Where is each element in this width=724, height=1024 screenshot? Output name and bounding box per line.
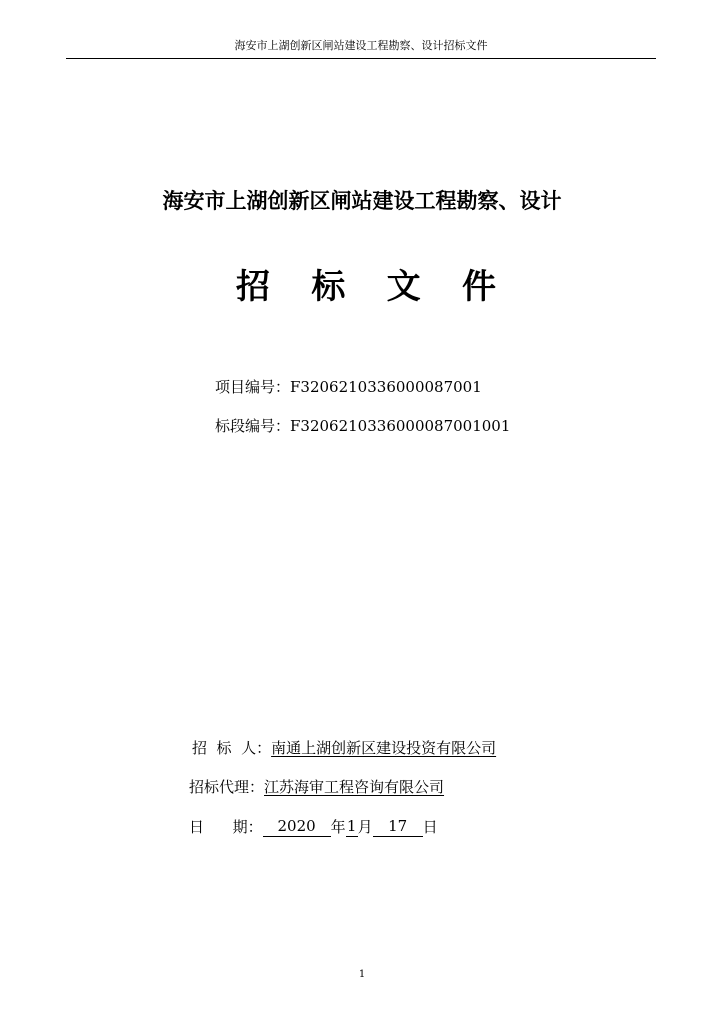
date-line <box>189 816 438 838</box>
section-number-value: F3206210336000087001001 <box>290 417 511 435</box>
project-number-line <box>215 376 482 398</box>
agent-line <box>189 776 444 798</box>
doc-type-char: 招 <box>236 267 270 307</box>
date-day-unit: 日 <box>422 818 438 836</box>
document-type-title <box>236 265 496 309</box>
running-header-text: 海安市上湖创新区闸站建设工程勘察、设计招标文件 <box>234 39 488 52</box>
project-number-label: 项目编号： <box>215 378 291 396</box>
tenderer-value: 南通上湖创新区建设投资有限公司 <box>271 739 497 757</box>
running-header <box>66 38 656 59</box>
doc-type-char: 文 <box>386 267 421 307</box>
tenderer-label: 招 标 人： <box>192 739 272 757</box>
date-label: 日 期： <box>189 818 263 836</box>
doc-type-char: 标 <box>311 267 346 307</box>
section-number-line <box>215 415 510 437</box>
section-number-label: 标段编号： <box>215 417 291 435</box>
tenderer-line <box>192 737 496 759</box>
date-day: 17 <box>373 816 423 837</box>
agent-value: 江苏海审工程咨询有限公司 <box>264 778 445 796</box>
date-month: 1 <box>346 817 357 835</box>
doc-type-char: 件 <box>461 267 496 307</box>
date-year-unit: 年 <box>330 818 346 836</box>
date-year: 2020 <box>263 816 331 837</box>
project-title: 海安市上湖创新区闸站建设工程勘察、设计 <box>162 188 562 213</box>
project-number-value: F3206210336000087001 <box>290 378 482 396</box>
agent-label: 招标代理： <box>189 778 265 796</box>
page-number: 1 <box>358 969 366 980</box>
date-month-unit: 月 <box>357 818 373 836</box>
